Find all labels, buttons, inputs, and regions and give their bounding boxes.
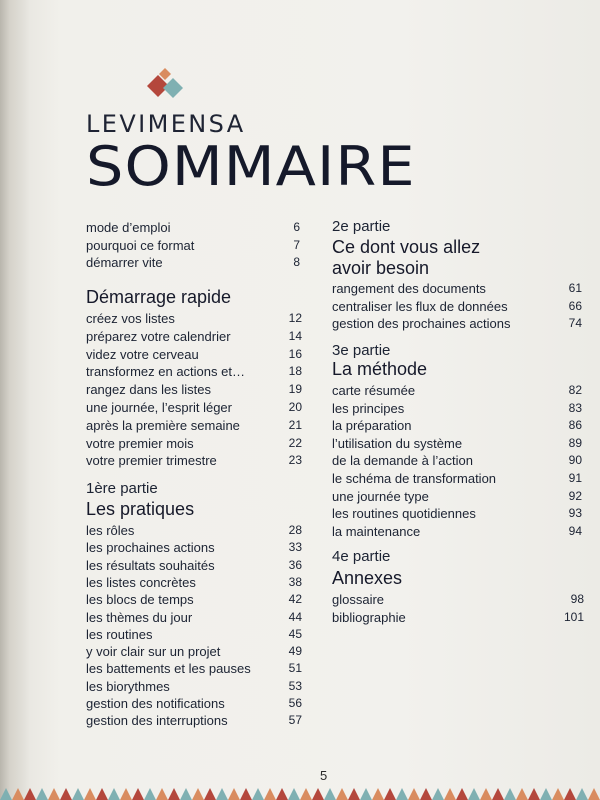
toc-entry-label: les blocs de temps [86, 592, 194, 608]
toc-entry-page: 51 [288, 661, 302, 676]
border-triangle [252, 788, 264, 800]
toc-entry-label: votre premier trimestre [86, 453, 217, 469]
border-triangle [96, 788, 108, 800]
border-triangle [300, 788, 312, 800]
toc-entry-page: 94 [568, 523, 582, 538]
border-triangle [348, 788, 360, 800]
border-triangle [204, 788, 216, 800]
page-number: 5 [320, 768, 328, 783]
border-triangle [240, 788, 252, 800]
toc-entry-label: les routines quotidiennes [332, 506, 476, 522]
section-heading-besoin-line1: Ce dont vous allez [332, 237, 481, 257]
toc-entry [332, 523, 582, 540]
border-triangle [168, 788, 180, 800]
toc-entry-page: 18 [288, 364, 302, 379]
toc-entry-page: 98 [570, 592, 584, 606]
toc-entry [86, 219, 300, 236]
toc-entry-page: 38 [288, 574, 302, 589]
toc-entry-label: rangement des documents [332, 281, 486, 296]
toc-entry [86, 381, 302, 398]
toc-entry [332, 609, 584, 626]
toc-entry [86, 522, 302, 539]
border-triangle [144, 788, 156, 800]
toc-entry-page: 93 [568, 506, 582, 521]
toc-entry-page: 56 [288, 696, 302, 710]
toc-entry-label: mode d’emploi [86, 220, 171, 235]
border-triangle [156, 788, 168, 800]
toc-entry [86, 310, 302, 327]
border-triangle [36, 788, 48, 800]
toc-entry [332, 315, 582, 332]
decorative-border [0, 784, 600, 800]
toc-entry-page: 66 [568, 298, 582, 313]
toc-entry-label: les biorythmes [86, 678, 170, 694]
toc-entry [332, 298, 582, 315]
toc-entry-label: les rôles [86, 523, 135, 538]
toc-entry-label: gestion des interruptions [86, 713, 228, 729]
toc-entry-page: 92 [568, 488, 582, 503]
border-triangle [540, 788, 552, 800]
toc-entry [86, 435, 302, 452]
border-triangle [336, 788, 348, 800]
border-triangle [576, 788, 588, 800]
border-triangle [288, 788, 300, 800]
border-triangle [480, 788, 492, 800]
toc-entry [332, 488, 582, 505]
toc-entry-page: 90 [568, 453, 582, 468]
toc-entry [86, 452, 302, 469]
toc-entry [332, 435, 582, 452]
toc-entry-label: de la demande à l’action [332, 453, 473, 469]
toc-entry-page: 23 [288, 453, 302, 468]
toc-entry [86, 557, 302, 574]
border-triangle [408, 788, 420, 800]
toc-entry-page: 36 [288, 557, 302, 572]
border-triangle [72, 788, 84, 800]
border-triangle [360, 788, 372, 800]
toc-entry-label: les routines [86, 626, 153, 642]
toc-entry-label: les thèmes du jour [86, 609, 193, 625]
border-triangle [396, 788, 408, 800]
toc-entry-page: 20 [288, 400, 302, 414]
toc-entry [86, 417, 302, 434]
toc-entry [86, 328, 302, 345]
toc-entry [86, 643, 302, 660]
section-heading-besoin-line2: avoir besoin [332, 258, 430, 278]
border-triangle [504, 788, 516, 800]
border-triangle [0, 788, 12, 800]
toc-entry [332, 382, 582, 399]
border-triangle [228, 788, 240, 800]
toc-entry-label: les prochaines actions [86, 540, 215, 556]
border-triangle [108, 788, 120, 800]
toc-entry-page: 53 [288, 678, 302, 693]
toc-entry-page: 49 [288, 644, 302, 659]
toc-entry-page: 82 [568, 383, 582, 397]
toc-entry-label: pourquoi ce format [86, 237, 195, 253]
border-triangle [456, 788, 468, 800]
toc-entry-label: une journée, l’esprit léger [86, 400, 232, 415]
toc-entry-label: y voir clair sur un projet [86, 644, 221, 660]
toc-entry-page: 89 [568, 435, 582, 450]
border-triangle [48, 788, 60, 800]
border-triangle [432, 788, 444, 800]
toc-entry [86, 539, 302, 556]
toc-entry-label: les principes [332, 400, 405, 416]
toc-entry [86, 660, 302, 677]
toc-entry-page: 91 [568, 471, 582, 485]
section-heading-pratiques: Les pratiques [86, 499, 195, 519]
toc-entry-page: 22 [288, 435, 302, 450]
border-triangle [372, 788, 384, 800]
border-triangle [468, 788, 480, 800]
border-triangle [516, 788, 528, 800]
toc-entry [86, 399, 302, 416]
border-triangle [12, 788, 24, 800]
toc-entry-page: 86 [568, 418, 582, 433]
border-triangle [420, 788, 432, 800]
toc-entry-page: 61 [568, 281, 582, 295]
toc-entry [86, 591, 302, 608]
toc-entry [332, 280, 582, 297]
border-triangle [84, 788, 96, 800]
border-triangle [60, 788, 72, 800]
part-label-2: 2e partie [332, 218, 391, 235]
toc-entry [332, 591, 584, 608]
border-triangle [276, 788, 288, 800]
toc-entry-page: 45 [288, 626, 302, 641]
toc-entry-page: 8 [293, 255, 300, 269]
toc-entry-page: 33 [288, 540, 302, 555]
border-triangle [264, 788, 276, 800]
toc-entry [86, 678, 302, 695]
toc-entry-label: transformez en actions et… [86, 364, 245, 380]
toc-entry [86, 626, 302, 643]
page-title: SOMMAIRE [86, 135, 416, 198]
border-triangle [384, 788, 396, 800]
toc-entry-label: après la première semaine [86, 417, 240, 433]
toc-entry-label: les battements et les pauses [86, 661, 251, 677]
toc-entry-page: 16 [288, 346, 302, 361]
toc-entry [86, 254, 300, 271]
toc-entry-page: 57 [288, 713, 302, 728]
toc-entry-label: démarrer vite [86, 255, 163, 270]
border-triangle [120, 788, 132, 800]
toc-entry-page: 6 [293, 220, 300, 234]
brand-name: LEVIMENSA [86, 110, 246, 138]
border-triangle [324, 788, 336, 800]
section-heading-annexes: Annexes [332, 568, 403, 588]
toc-entry-page: 12 [288, 311, 302, 325]
toc-entry-page: 83 [568, 400, 582, 415]
border-triangle [132, 788, 144, 800]
toc-entry-page: 101 [563, 609, 584, 624]
toc-entry-page: 7 [293, 237, 300, 252]
section-heading-demarrage: Démarrage rapide [86, 287, 232, 307]
toc-entry-label: gestion des notifications [86, 696, 225, 711]
toc-entry-page: 44 [288, 609, 302, 624]
toc-entry [86, 346, 302, 363]
toc-entry [332, 400, 582, 417]
border-triangle [24, 788, 36, 800]
toc-entry-label: les résultats souhaités [86, 557, 215, 573]
toc-entry-label: les listes concrètes [86, 574, 196, 590]
toc-entry-label: le schéma de transformation [332, 471, 497, 486]
border-triangle [192, 788, 204, 800]
toc-entry-label: votre premier mois [86, 435, 194, 451]
toc-entry-page: 74 [568, 316, 582, 330]
toc-entry [86, 237, 300, 254]
toc-entry-label: créez vos listes [86, 311, 175, 326]
border-triangle [564, 788, 576, 800]
toc-entry-label: la préparation [332, 418, 412, 434]
toc-entry [86, 574, 302, 591]
toc-entry [86, 712, 302, 729]
border-triangle [552, 788, 564, 800]
part-label-4: 4e partie [332, 548, 391, 565]
border-triangle [588, 788, 600, 800]
toc-entry-label: la maintenance [332, 523, 421, 539]
part-label-1: 1ère partie [86, 480, 158, 497]
toc-entry-label: préparez votre calendrier [86, 328, 231, 344]
toc-entry [332, 505, 582, 522]
toc-entry-page: 42 [288, 592, 302, 607]
toc-entry-page: 28 [288, 523, 302, 537]
toc-entry [332, 417, 582, 434]
toc-entry-label: centraliser les flux de données [332, 298, 508, 314]
levimensa-logo-icon [140, 66, 190, 110]
toc-entry-label: l’utilisation du système [332, 435, 463, 451]
toc-entry [332, 452, 582, 469]
toc-entry-label: rangez dans les listes [86, 382, 212, 398]
border-triangle [180, 788, 192, 800]
toc-entry-page: 21 [288, 417, 302, 432]
border-triangle [216, 788, 228, 800]
toc-entry-label: une journée type [332, 488, 429, 504]
toc-entry-label: gestion des prochaines actions [332, 316, 511, 331]
part-label-3: 3e partie [332, 342, 391, 359]
toc-entry-label: bibliographie [332, 609, 406, 625]
toc-entry-page: 14 [288, 328, 302, 343]
border-triangle [312, 788, 324, 800]
toc-entry [86, 609, 302, 626]
section-heading-methode: La méthode [332, 359, 428, 379]
toc-entry-page: 19 [288, 382, 302, 397]
toc-entry-label: carte résumée [332, 383, 416, 398]
toc-entry [332, 470, 582, 487]
toc-entry [86, 363, 302, 380]
toc-entry-label: glossaire [332, 592, 385, 607]
border-triangle [528, 788, 540, 800]
border-triangle [492, 788, 504, 800]
toc-entry-label: videz votre cerveau [86, 346, 199, 362]
border-triangle [444, 788, 456, 800]
book-spine-shadow [0, 0, 30, 800]
toc-entry [86, 695, 302, 712]
